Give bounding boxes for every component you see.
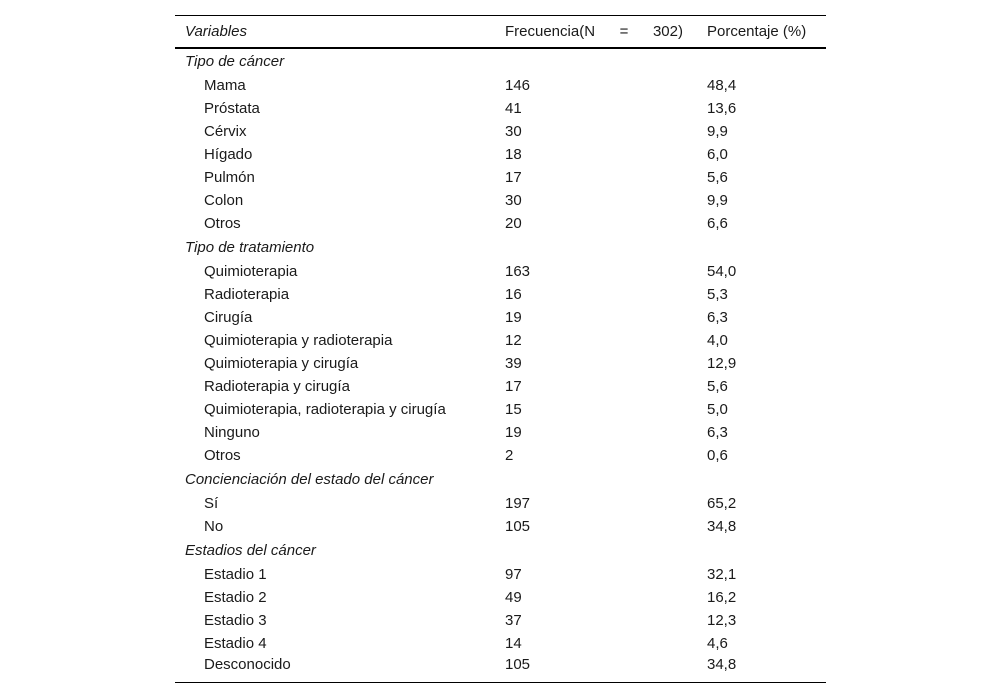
table-row	[175, 352, 826, 375]
section-row	[175, 467, 826, 492]
row-percentage: 4,0	[707, 332, 728, 349]
row-percentage: 13,6	[707, 100, 737, 117]
section-title: Tipo de cáncer	[185, 53, 285, 70]
row-frequency: 14	[505, 635, 522, 652]
table-row	[175, 212, 826, 235]
row-label: Quimioterapia y radioterapia	[204, 332, 393, 349]
header-frequency-prefix: Frecuencia(N	[505, 23, 596, 40]
table-row	[175, 609, 826, 632]
row-label: Otros	[204, 447, 241, 464]
row-frequency: 39	[505, 355, 522, 372]
row-frequency: 163	[505, 263, 531, 280]
row-percentage: 16,2	[707, 589, 737, 606]
table-row	[175, 166, 826, 189]
row-frequency: 16	[505, 286, 522, 303]
table-row	[175, 421, 826, 444]
row-label: Estadio 2	[204, 589, 267, 606]
row-label: Sí	[204, 495, 219, 512]
header-variables: Variables	[185, 23, 247, 40]
row-label: Estadio 3	[204, 612, 267, 629]
section-row	[175, 235, 826, 260]
table-row	[175, 515, 826, 538]
row-frequency: 105	[505, 518, 531, 535]
row-percentage: 9,9	[707, 192, 728, 209]
table-row	[175, 444, 826, 467]
row-percentage: 9,9	[707, 123, 728, 140]
row-frequency: 105	[505, 656, 531, 673]
row-frequency: 146	[505, 77, 531, 94]
row-frequency: 19	[505, 424, 522, 441]
row-label: Quimioterapia, radioterapia y cirugía	[204, 401, 446, 418]
row-label: Hígado	[204, 146, 253, 163]
row-label: Cirugía	[204, 309, 253, 326]
row-frequency: 30	[505, 192, 522, 209]
row-label: Quimioterapia y cirugía	[204, 355, 359, 372]
row-frequency: 41	[505, 100, 522, 117]
section-title: Estadios del cáncer	[185, 542, 316, 559]
table-row	[175, 97, 826, 120]
row-percentage: 6,3	[707, 424, 728, 441]
table-row	[175, 586, 826, 609]
row-percentage: 4,6	[707, 635, 728, 652]
row-percentage: 54,0	[707, 263, 737, 280]
table-row	[175, 632, 826, 655]
table-row	[175, 329, 826, 352]
row-frequency: 49	[505, 589, 522, 606]
row-label: Ninguno	[204, 424, 260, 441]
table-row	[175, 283, 826, 306]
header-frequency-eq: =	[619, 23, 629, 40]
row-percentage: 5,0	[707, 401, 728, 418]
table-row	[175, 492, 826, 515]
header-frequency	[495, 16, 697, 49]
data-table-container	[175, 15, 826, 683]
table-row	[175, 189, 826, 212]
row-label: Pulmón	[204, 169, 255, 186]
row-frequency: 18	[505, 146, 522, 163]
row-percentage: 12,9	[707, 355, 737, 372]
row-percentage: 65,2	[707, 495, 737, 512]
table-body	[175, 48, 826, 683]
table-row	[175, 74, 826, 97]
table-row	[175, 120, 826, 143]
row-label: Mama	[204, 77, 246, 94]
row-frequency: 97	[505, 566, 522, 583]
row-percentage: 5,6	[707, 169, 728, 186]
header-percentage: Porcentaje (%)	[707, 23, 807, 40]
row-percentage: 5,3	[707, 286, 728, 303]
row-frequency: 17	[505, 378, 522, 395]
row-percentage: 6,0	[707, 146, 728, 163]
row-percentage: 0,6	[707, 447, 728, 464]
section-title: Tipo de tratamiento	[185, 239, 315, 256]
row-percentage: 5,6	[707, 378, 728, 395]
row-label: Desconocido	[204, 656, 291, 673]
section-row	[175, 48, 826, 74]
row-label: Estadio 4	[204, 635, 267, 652]
table-row	[175, 143, 826, 166]
row-frequency: 19	[505, 309, 522, 326]
table-row	[175, 398, 826, 421]
row-frequency: 197	[505, 495, 531, 512]
row-label: Radioterapia y cirugía	[204, 378, 350, 395]
row-label: Quimioterapia	[204, 263, 298, 280]
row-label: Colon	[204, 192, 244, 209]
header-row	[175, 16, 826, 49]
table-row	[175, 375, 826, 398]
table-row	[175, 563, 826, 586]
header-frequency-suffix: 302)	[652, 23, 683, 40]
row-label: Próstata	[204, 100, 260, 117]
row-percentage: 6,6	[707, 215, 728, 232]
data-table	[175, 15, 826, 683]
row-label: Cérvix	[204, 123, 247, 140]
row-percentage: 6,3	[707, 309, 728, 326]
row-percentage: 12,3	[707, 612, 737, 629]
row-percentage: 34,8	[707, 518, 737, 535]
row-label: No	[204, 518, 224, 535]
row-frequency: 17	[505, 169, 522, 186]
row-frequency: 20	[505, 215, 522, 232]
table-row	[175, 306, 826, 329]
row-percentage: 32,1	[707, 566, 737, 583]
row-frequency: 2	[505, 447, 514, 464]
row-percentage: 48,4	[707, 77, 737, 94]
table-row	[175, 655, 826, 683]
row-frequency: 30	[505, 123, 522, 140]
table-row	[175, 260, 826, 283]
row-frequency: 37	[505, 612, 522, 629]
row-label: Estadio 1	[204, 566, 267, 583]
row-percentage: 34,8	[707, 656, 737, 673]
row-label: Otros	[204, 215, 241, 232]
row-label: Radioterapia	[204, 286, 290, 303]
section-row	[175, 538, 826, 563]
section-title: Concienciación del estado del cáncer	[185, 471, 434, 488]
table-header	[175, 16, 826, 49]
row-frequency: 15	[505, 401, 522, 418]
row-frequency: 12	[505, 332, 522, 349]
